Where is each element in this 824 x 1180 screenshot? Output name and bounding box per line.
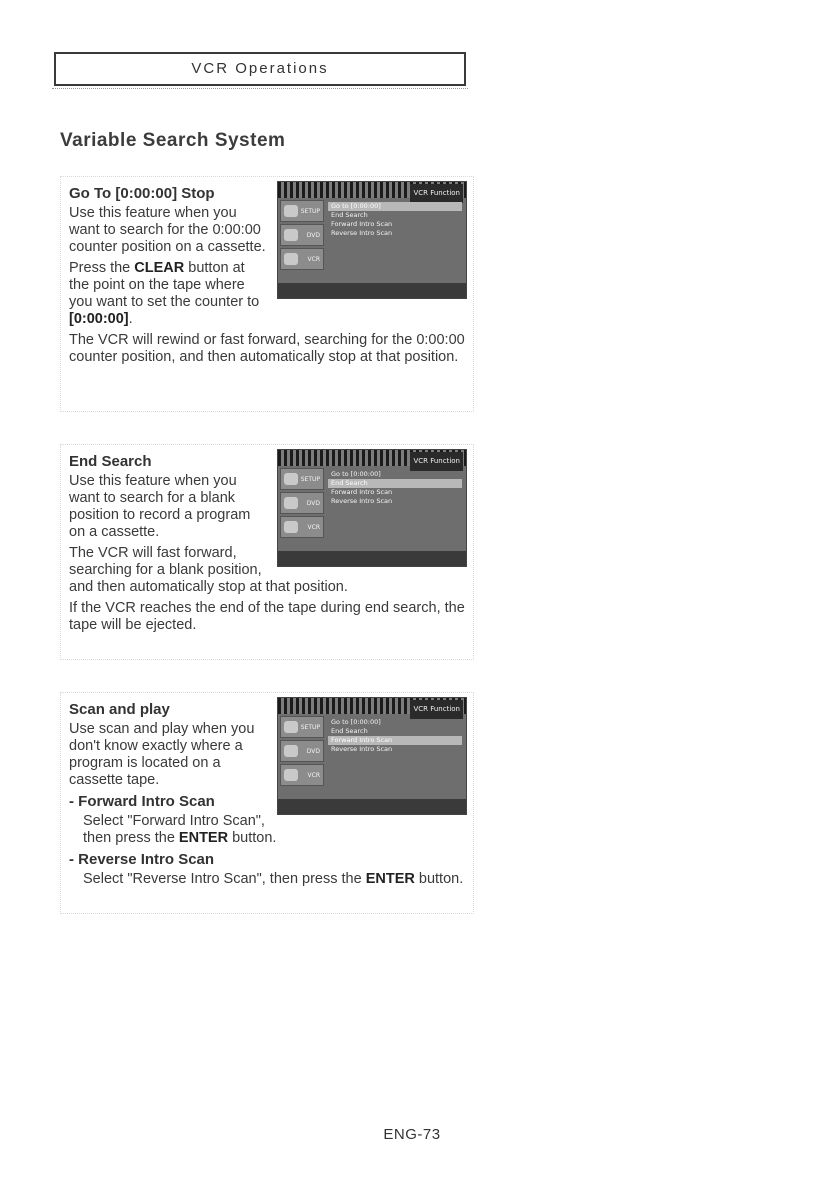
section-title: Variable Search System xyxy=(60,130,286,151)
osd-menu xyxy=(328,202,462,238)
end-search-paragraph-3: If the VCR reaches the end of the tape during end search, the tape will be ejected. xyxy=(69,600,465,633)
osd-tab-setup: SETUP xyxy=(280,200,324,222)
page-number: ENG-73 xyxy=(383,1126,441,1143)
osd-function-label: VCR Function xyxy=(410,700,463,719)
reverse-intro-scan-title: - Reverse Intro Scan xyxy=(69,851,215,868)
scan-play-section xyxy=(60,692,474,914)
osd-menu-item: Reverse Intro Scan xyxy=(331,497,393,505)
enter-button-label: ENTER xyxy=(365,871,415,887)
osd-tab-dvd: DVD xyxy=(280,740,324,762)
goto-paragraph-2: Press the CLEAR button at the point on the tape where you want to set the counter to [0:00:00]. xyxy=(69,260,260,327)
goto-title: Go To [0:00:00] Stop xyxy=(69,185,215,202)
osd-footer-bar xyxy=(278,551,466,566)
goto-section xyxy=(60,176,474,412)
scan-play-paragraph-1: Use scan and play when you don't know exactly where a program is located on a cassette tape. xyxy=(69,721,255,788)
end-search-title: End Search xyxy=(69,453,152,470)
osd-tab-column xyxy=(280,716,324,798)
forward-intro-scan-title: - Forward Intro Scan xyxy=(69,793,215,810)
chapter-header xyxy=(54,52,466,86)
end-search-paragraph-1: Use this feature when you want to search for a blank position to record a program on a cassette. xyxy=(69,473,251,540)
scan-play-title: Scan and play xyxy=(69,701,170,718)
counter-value: [0:00:00] xyxy=(69,311,129,327)
goto-paragraph-1: Use this feature when you want to search for the 0:00:00 counter position on a cassette. xyxy=(69,205,266,255)
osd-function-label: VCR Function xyxy=(410,452,463,471)
osd-tab-dvd: DVD xyxy=(280,492,324,514)
osd-menu-item: Forward Intro Scan xyxy=(331,220,393,228)
osd-tab-dvd: DVD xyxy=(280,224,324,246)
osd-screenshot-goto xyxy=(277,181,467,299)
osd-menu-item: Go to [0:00:00] xyxy=(331,470,381,478)
reverse-intro-scan-text: Select "Reverse Intro Scan", then press the ENTER button. xyxy=(83,871,464,887)
osd-function-label: VCR Function xyxy=(410,184,463,203)
osd-menu-item: Reverse Intro Scan xyxy=(331,745,393,753)
end-search-section xyxy=(60,444,474,660)
osd-menu-item: Reverse Intro Scan xyxy=(331,229,393,237)
osd-menu xyxy=(328,470,462,506)
osd-screenshot-scan xyxy=(277,697,467,815)
osd-menu-item: End Search xyxy=(331,211,368,219)
osd-menu-item: Go to [0:00:00] xyxy=(328,202,462,211)
osd-tab-column xyxy=(280,468,324,550)
osd-tab-vcr: VCR xyxy=(280,516,324,538)
enter-button-label: ENTER xyxy=(178,830,229,846)
osd-menu-item: Forward Intro Scan xyxy=(331,488,393,496)
osd-menu-item: End Search xyxy=(331,727,368,735)
osd-tab-setup: SETUP xyxy=(280,468,324,490)
osd-menu-item: End Search xyxy=(328,479,462,488)
forward-intro-scan-text: Select "Forward Intro Scan", then press the ENTER button. xyxy=(83,813,277,846)
osd-menu xyxy=(328,718,462,754)
osd-footer-bar xyxy=(278,799,466,814)
osd-tab-vcr: VCR xyxy=(280,764,324,786)
osd-menu-item: Forward Intro Scan xyxy=(328,736,462,745)
osd-tab-column xyxy=(280,200,324,282)
osd-tab-setup: SETUP xyxy=(280,716,324,738)
end-search-paragraph-2: The VCR will fast forward, searching for a blank position, and then automatically stop at that position. xyxy=(69,545,348,595)
osd-tab-vcr: VCR xyxy=(280,248,324,270)
chapter-title: VCR Operations xyxy=(191,60,329,77)
osd-menu-item: Go to [0:00:00] xyxy=(331,718,381,726)
osd-screenshot-end-search xyxy=(277,449,467,567)
osd-footer-bar xyxy=(278,283,466,298)
goto-paragraph-3: The VCR will rewind or fast forward, searching for the 0:00:00 counter position, and then automatically stop at that position. xyxy=(69,332,465,365)
clear-button-label: CLEAR xyxy=(134,260,185,276)
